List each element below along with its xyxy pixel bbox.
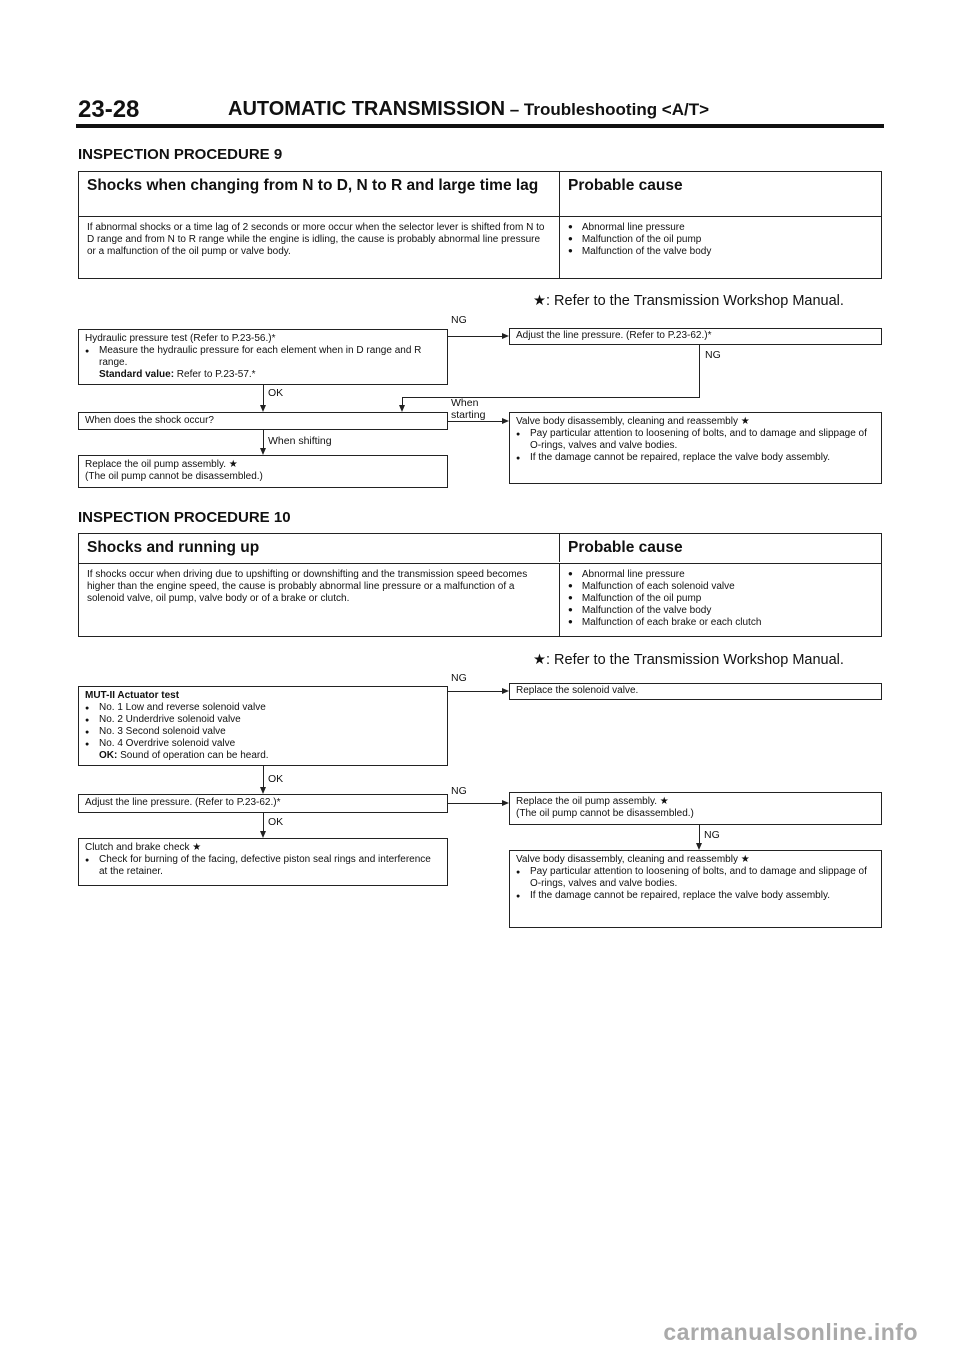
ok-text: Sound of operation can be heard. [117, 750, 269, 761]
arrow-down-icon [696, 843, 702, 850]
clutch-check-bullet: ● Check for burning of the facing, defective piston seal rings and interference at the retainer. [85, 854, 441, 878]
replace-pump-line-2: (The oil pump cannot be disassembled.) [516, 808, 694, 819]
replace-pump-line-1: Replace the oil pump assembly. ★ [516, 796, 669, 807]
clutch-check-title: Clutch and brake check ★ [85, 842, 202, 853]
cause-item: ● Malfunction of the valve body [568, 605, 873, 617]
standard-value-text: Refer to P.23-57.* [174, 369, 256, 380]
flow-label-ok: OK [268, 773, 284, 785]
workshop-manual-note: ★: Refer to the Transmission Workshop Manual. [533, 652, 844, 668]
procedure-9-cause-table [78, 171, 882, 279]
replace-pump-line-2: (The oil pump cannot be disassembled.) [85, 471, 263, 482]
header-rule [76, 124, 884, 128]
arrow-right-icon [502, 688, 509, 694]
valve-body-disassembly-box [509, 412, 882, 484]
valve-body-bullet: ● If the damage cannot be repaired, replace the valve body assembly. [516, 452, 875, 464]
workshop-manual-note: ★: Refer to the Transmission Workshop Manual. [533, 293, 844, 309]
connector-line [448, 803, 502, 804]
arrow-right-icon [502, 333, 509, 339]
connector-line [263, 385, 264, 405]
hydraulic-test-title: Hydraulic pressure test (Refer to P.23-56.)* [85, 333, 276, 344]
replace-oil-pump-box [509, 792, 882, 825]
page-title-sub: – Troubleshooting <A/T> [505, 100, 710, 119]
probable-cause-header: Probable cause [568, 177, 683, 194]
valve-body-bullet: ● Pay particular attention to loosening of bolts, and to damage and slippage of O-rings, valves and valve bodies. [516, 866, 875, 890]
symptom-title: Shocks and running up [79, 534, 560, 562]
valve-body-disassembly-box [509, 850, 882, 928]
procedure-10-heading: INSPECTION PROCEDURE 10 [78, 509, 291, 526]
valve-body-bullet: ● Pay particular attention to loosening of bolts, and to damage and slippage of O-rings, valves and valve bodies. [516, 428, 875, 452]
page-number: 23-28 [78, 96, 140, 123]
connector-line [263, 766, 264, 787]
mut-test-title: MUT-II Actuator test [85, 690, 180, 701]
solenoid-item: ● No. 3 Second solenoid valve [85, 726, 441, 738]
connector-line [699, 825, 700, 843]
adjust-line-pressure-box: Adjust the line pressure. (Refer to P.23-62.)* [78, 794, 448, 813]
clutch-brake-check-box [78, 838, 448, 886]
hydraulic-test-bullet: ● Measure the hydraulic pressure for each element when in D range and R range. [85, 345, 441, 369]
solenoid-item: ● No. 4 Overdrive solenoid valve [85, 738, 441, 750]
ok-label: OK: [99, 750, 118, 761]
flow-label-ng: NG [451, 314, 467, 326]
flow-label-starting: starting [451, 409, 486, 421]
cause-item: ● Abnormal line pressure [568, 222, 873, 234]
replace-solenoid-box: Replace the solenoid valve. [509, 683, 882, 700]
solenoid-item: ● No. 2 Underdrive solenoid valve [85, 714, 441, 726]
page-title-main: AUTOMATIC TRANSMISSION [228, 98, 506, 120]
procedure-9-heading: INSPECTION PROCEDURE 9 [78, 146, 283, 163]
probable-cause-list [560, 564, 881, 636]
connector-line [402, 397, 403, 405]
symptom-title: Shocks when changing from N to D, N to R and large time lag [79, 172, 560, 216]
connector-line [263, 430, 264, 448]
flow-label-ng: NG [705, 349, 721, 361]
flow-label-ok: OK [268, 816, 284, 828]
valve-body-title: Valve body disassembly, cleaning and reassembly ★ [516, 416, 750, 427]
flow-label-when: When [451, 397, 479, 409]
arrow-down-icon [260, 405, 266, 412]
arrow-down-icon [260, 448, 266, 455]
probable-cause-list [560, 217, 881, 278]
connector-line [448, 421, 502, 422]
adjust-line-pressure-box: Adjust the line pressure. (Refer to P.23-62.)* [509, 328, 882, 345]
cause-item: ● Malfunction of the oil pump [568, 234, 873, 246]
symptom-description: If abnormal shocks or a time lag of 2 seconds or more occur when the selector lever is shifted from N to D range and from N to R range while the engine is idling, the cause is probably abnormal line pressure or a malfunction of the oil pump or valve body. [79, 217, 560, 278]
replace-oil-pump-box [78, 455, 448, 488]
cause-item: ● Malfunction of the valve body [568, 246, 873, 258]
connector-line [448, 336, 502, 337]
arrow-right-icon [502, 800, 509, 806]
page-title [228, 98, 709, 121]
valve-body-bullet: ● If the damage cannot be repaired, replace the valve body assembly. [516, 890, 875, 902]
arrow-down-icon [260, 831, 266, 838]
flow-label-ok: OK [268, 387, 284, 399]
connector-line [699, 345, 700, 397]
arrow-right-icon [502, 418, 509, 424]
mut-ok-criteria [85, 750, 441, 762]
cause-item: ● Malfunction of each brake or each clutch [568, 617, 873, 629]
site-watermark: carmanualsonline.info [663, 1319, 918, 1345]
symptom-description: If shocks occur when driving due to upshifting or downshifting and the transmission speed becomes higher than the engine speed, the cause is probably abnormal line pressure or a malfunction of a solenoid valve, oil pump, valve body or of a brake or clutch. [79, 564, 560, 636]
connector-line [448, 691, 502, 692]
standard-value-label: Standard value: [99, 369, 175, 380]
flow-label-ng: NG [451, 672, 467, 684]
flow-label-ng: NG [704, 829, 720, 841]
cause-table-body [79, 217, 881, 278]
connector-line [263, 813, 264, 831]
replace-pump-line-1: Replace the oil pump assembly. ★ [85, 459, 238, 470]
flow-label-ng: NG [451, 785, 467, 797]
probable-cause-header: Probable cause [568, 539, 683, 556]
when-shock-occur-box: When does the shock occur? [78, 412, 448, 430]
arrow-down-icon [399, 405, 405, 412]
cause-item: ● Abnormal line pressure [568, 569, 873, 581]
cause-table-head [79, 172, 881, 217]
arrow-down-icon [260, 787, 266, 794]
flow-label-when-shifting: When shifting [268, 435, 332, 447]
hydraulic-pressure-test-box [78, 329, 448, 385]
solenoid-item: ● No. 1 Low and reverse solenoid valve [85, 702, 441, 714]
valve-body-title: Valve body disassembly, cleaning and reassembly ★ [516, 854, 750, 865]
hydraulic-standard-value [85, 369, 441, 381]
connector-line [402, 397, 700, 398]
mut-actuator-test-box [78, 686, 448, 766]
cause-item: ● Malfunction of each solenoid valve [568, 581, 873, 593]
cause-table-head [79, 534, 881, 564]
cause-table-body [79, 564, 881, 636]
procedure-10-cause-table [78, 533, 882, 637]
cause-item: ● Malfunction of the oil pump [568, 593, 873, 605]
